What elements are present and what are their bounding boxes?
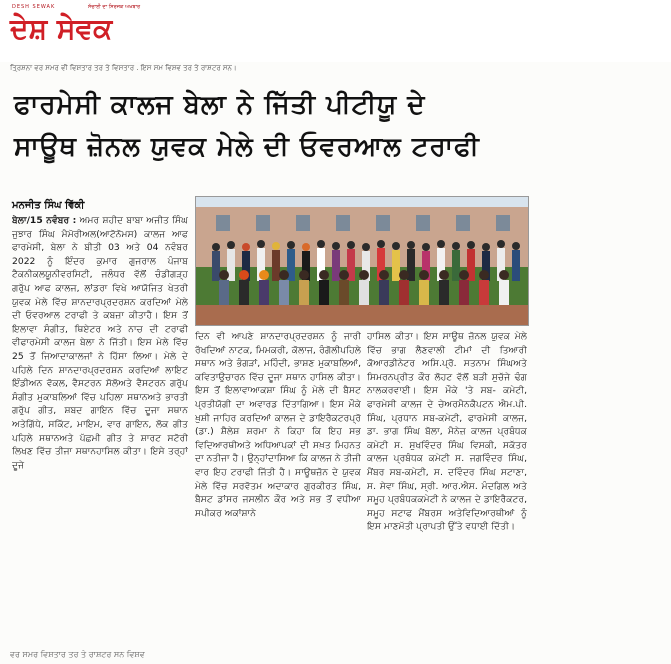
group-photo bbox=[195, 196, 529, 326]
article-column-1 bbox=[12, 214, 188, 634]
newspaper-logo bbox=[10, 4, 160, 56]
headline-line-2: ਸਾਊਥ ਜ਼ੋਨਲ ਯੁਵਕ ਮੇਲੇ ਦੀ ਓਵਰਆਲ ਟਰਾਫੀ bbox=[14, 132, 480, 162]
group-photo-icon bbox=[196, 197, 528, 325]
article-column-3 bbox=[367, 330, 527, 640]
top-cut-text: ਤ੍ਰਿਸ਼ਨਾ ਵਰ ਸਮਰ ਵੀ ਵਿਸ਼ਤਾਰ ਤਰ ਤੇ ਵਿਸਤਾਰ . ਇਸ ਸਮ ਵਿਸ਼ਵ ਤਰ ਤੇ ਰਾਸ਼ਟਰ ਸਨ। bbox=[10, 64, 237, 72]
article-column-2 bbox=[195, 330, 361, 640]
column-3-text: ਹਾਸਿਲ ਕੀਤਾ। ਇਸ ਸਾਊਥ ਜ਼ੋਨਲ ਯੁਵਕ ਮੇਲੇ ਵਿੱਚ ਭਾਗ ਲੈਣਵਾਲੀ ਟੀਮਾਂ ਦੀ ਤਿਆਰੀ ਕੋਆਰਡੀਨੇਟਰ ਅਸਿ.ਪ੍ਰੋ. ਸਤਨਾਮ ਸਿੰਘਅਤੇ ਸਿਮਰਨਪ੍ਰੀਤ ਕੌਰ ਲੋਹਟ ਵੱਲੋਂ ਬੜੀ ਸੁਚੱਜੇ ਢੰਗ ਨਾਲਕਰਵਾਈ। ਇਸ ਮੌਕੇ 'ਤੇ ਸਬ- ਕਮੇਟੀ, ਫਾਰਮੇਸੀ ਕਾਲਜ ਦੇ ਚੇਅਰਮੈਨਕੈਪਟਨ ਐਮ.ਪੀ. ਸਿੰਘ, ਪ੍ਰਧਾਨ ਸਬ-ਕਮੇਟੀ, ਫਾਰਮੇਸੀ ਕਾਲਜ, ਡਾ. ਭਾਗ ਸਿੰਘ ਬੋਲਾ, ਮੈਨੇਜ਼ ਕਾਲਜ ਪ੍ਰਬੰਧਕ ਕਮੇਟੀ ਸ. ਸੁਖਵਿੰਦਰ ਸਿੰਘ ਵਿਸਕੀ, ਸਕੱਤਰ ਕਾਲਜ ਪ੍ਰਬੰਧਕ ਕਮੇਟੀ ਸ. ਜਗਵਿੰਦਰ ਸਿੰਘ, ਮੈਂਬਰ ਸਬ-ਕਮੇਟੀ, ਸ. ਦਵਿੰਦਰ ਸਿੰਘ ਸਟਾਣਾ, ਸ. ਸੇਵਾ ਸਿੰਘ, ਸ੍ਰੀ. ਆਰ.ਐਸ. ਮੰਦਗਿਲ ਅਤੇ ਸਮੂਹ ਪ੍ਰਬੰਧਕਕਮੇਟੀ ਨੇ ਕਾਲਜ ਦੇ ਡਾਇਰੈਕਟਰ, ਸਮੂਹ ਸਟਾਫ ਮੈਂਬਰਸ ਅਤੇਵਿਦਿਆਰਥੀਆਂ ਨੂੰ ਇਸ ਮਾਣਮੱਤੀ ਪ੍ਰਾਪਤੀ ਉੱਤੇ ਵਧਾਈ ਦਿੱਤੀ। bbox=[367, 331, 527, 533]
byline: ਮਨਜੀਤ ਸਿੰਘ ਵਿੱਕੀ bbox=[12, 200, 85, 211]
logo-superscript: DESH SEWAK bbox=[12, 4, 56, 10]
logo-wordmark: ਦੇਸ਼ ਸੇਵਕ bbox=[10, 12, 113, 45]
article-headline bbox=[14, 84, 534, 168]
column-2-text: ਦਿਨ ਵੀ ਆਪਣੇ ਸ਼ਾਨਦਾਰਪ੍ਰਦਰਸ਼ਨ ਨੂੰ ਜਾਰੀ ਰੱਖਦਿਆਂ ਨਾਟਕ, ਮਿਮਕਰੀ, ਕੋਲਾਜ, ਰੰਗੋਲੀਪਹਿਲੇ ਸਥਾਨ ਅਤੇ ਭੰਗੜਾਂ, ਮਹਿੰਦੀ, ਭਾਸ਼ਣ ਮੁਕਾਬਲਿਆਂ, ਕਵਿਤਾਉਚਾਰਨ ਵਿੱਚ ਦੂਜਾ ਸਥਾਨ ਹਾਸਿਲ ਕੀਤਾ। ਇਸ ਤੋਂ ਇਲਾਵਾਆਕਸ਼ਾ ਸਿੰਘ ਨੂੰ ਮੇਲੇ ਦੀ ਬੈਸਟ ਪ੍ਰਤੀਯੋਗੀ ਦਾ ਅਵਾਰਡ ਦਿੱਤਾਗਿਆ। ਇਸ ਮੌਕੇ ਖ਼ੁਸ਼ੀ ਜਾਹਿਰ ਕਰਦਿਆਂ ਕਾਲਜ ਦੇ ਡਾਇਰੈਕਟਰਪ੍ਰੋ (ਡਾ.) ਸ਼ੈਲੇਸ਼ ਸ਼ਰਮਾ ਨੇ ਕਿਹਾ ਕਿ ਇਹ ਸਭ ਵਿਦਿਆਰਥੀਅਤੇ ਅਧਿਆਪਕਾਂ ਦੀ ਸਖ਼ਤ ਮਿਹਨਤ ਦਾ ਨਤੀਜਾ ਹੈ। ਉਨ੍ਹਾਂਦਾਸਿਆ ਕਿ ਕਾਲਜ ਨੇ ਤੀਜੀ ਵਾਰ ਇਹ ਟਰਾਫੀ ਜਿੱਤੀ ਹੈ। ਸਾਊਥਜ਼ੋਨ ਦੇ ਯੁਵਕ ਮੇਲੇ ਵਿੱਚ ਸਰਵੋਤਮ ਅਦਾਕਾਰ ਗੁਰਕੀਰਤ ਸਿੰਘ, ਬੈਸਟ ਡਾਂਸਰ ਜਸਲੀਨ ਕੌਰ ਅਤੇ ਸਭ ਤੋਂ ਵਧੀਆ ਸਪੀਕਰ ਅਕਾਂਸ਼ਾਨੇ bbox=[195, 331, 361, 519]
headline-line-1: ਫਾਰਮੇਸੀ ਕਾਲਜ ਬੇਲਾ ਨੇ ਜਿੱਤੀ ਪੀਟੀਯੂ ਦੇ bbox=[14, 90, 426, 120]
masthead bbox=[0, 0, 671, 62]
column-1-text: ਅਮਰ ਸ਼ਹੀਦ ਬਾਬਾ ਅਜੀਤ ਸਿੰਘ ਜੁਝਾਰ ਸਿੰਘ ਮੈਮੋਰੀਅਲ(ਆਟੋਨੋਮਸ) ਕਾਲਜ ਆਫ ਫਾਰਮੇਸੀ, ਬੇਲਾ ਨੇ ਬੀਤੀ 03 ਅਤੇ 04 ਨਵੰਬਰ 2022 ਨੂੰ ਇੰਦਰ ਕੁਮਾਰ ਗੁਜਰਾਲ ਪੰਜਾਬ ਟੈਕਨੀਕਲਯੂਨੀਵਰਸਿਟੀ, ਜਲੰਧਰ ਵੱਲੋਂ ਚੰਡੀਗੜ੍ਹ ਗਰੁੱਪ ਆਫ ਕਾਲਜ, ਲਾਂਡਰਾ ਵਿਖੇ ਆਯੋਜਿਤ ਖੇਤਰੀ ਯੁਵਕ ਮੇਲੇ ਵਿੱਚ ਸ਼ਾਨਦਾਰਪ੍ਰਦਰਸ਼ਨ ਕਰਦਿਆਂ ਮੇਲੇ ਦੀ ਓਵਰਆਲ ਟਰਾਫੀ ਤੇ ਕਬਜ਼ਾ ਕੀਤਾਹੈ। ਇਸ ਤੋਂ ਇਲਾਵਾ ਸੰਗੀਤ, ਥਿਏਟਰ ਅਤੇ ਨਾਚ ਦੀ ਟਰਾਫੀ ਵੀਫਾਰਮੇਸੀ ਕਾਲਜ ਬੇਲਾ ਨੇ ਜਿੱਤੀ। ਇਸ ਮੇਲੇ ਵਿੱਚ 25 ਤੋਂ ਜਿਆਦਾਕਾਲਜਾਂ ਨੇ ਹਿੱਸਾ ਲਿਆ। ਮੇਲੇ ਦੇ ਪਹਿਲੇ ਦਿਨ ਸ਼ਾਨਦਾਰਪ੍ਰਦਰਸ਼ਨ ਕਰਦਿਆਂ ਲਾਇਟ ਇੰਡੀਅਨ ਵੋਕਲ, ਵੈਸਟਰਨ ਸੋਲੋਅਤੇ ਵੈਸਟਰਨ ਗਰੁੱਪ ਸੰਗੀਤ ਮੁਕਾਬਲਿਆਂ ਵਿੱਚ ਪਹਿਲਾ ਸਥਾਨਅਤੇ ਭਾਰਤੀ ਗਰੁੱਪ ਗੀਤ, ਸ਼ਬਦ ਗਾਇਨ ਵਿੱਚ ਦੂਜਾ ਸਥਾਨ ਅਤੇਗਿੱਧੇ, ਸਕਿੱਟ, ਮਾਇਮ, ਵਾਰ ਗਾਇਨ, ਲੋਕ ਗੀਤ ਪਹਿਲੇ ਸਥਾਨਅਤੇ ਪੱਛਮੀ ਗੀਤ ਤੇ ਸ਼ਾਰਟ ਸਟੋਰੀ ਲਿਖਣ ਵਿੱਚ ਤੀਜਾ ਸਥਾਨਹਾਸਿਲ ਕੀਤਾ। ਇਸੇ ਤਰ੍ਹਾਂ ਦੂਜੇ bbox=[12, 215, 188, 471]
bottom-cut-text: ਵਰ ਸਮਰ ਵਿਸ਼ਤਾਰ ਤਰ ਤੇ ਰਾਸ਼ਟਰ ਸਨ ਵਿਸ਼ਵ bbox=[10, 650, 145, 659]
logo-tagline: ਸੱਚਾਈ ਦਾ ਸਿਰਜਕ ਅਖ਼ਬਾਰ bbox=[88, 4, 141, 10]
dateline: ਬੇਲਾ/15 ਨਵੰਬਰ : bbox=[12, 215, 77, 226]
